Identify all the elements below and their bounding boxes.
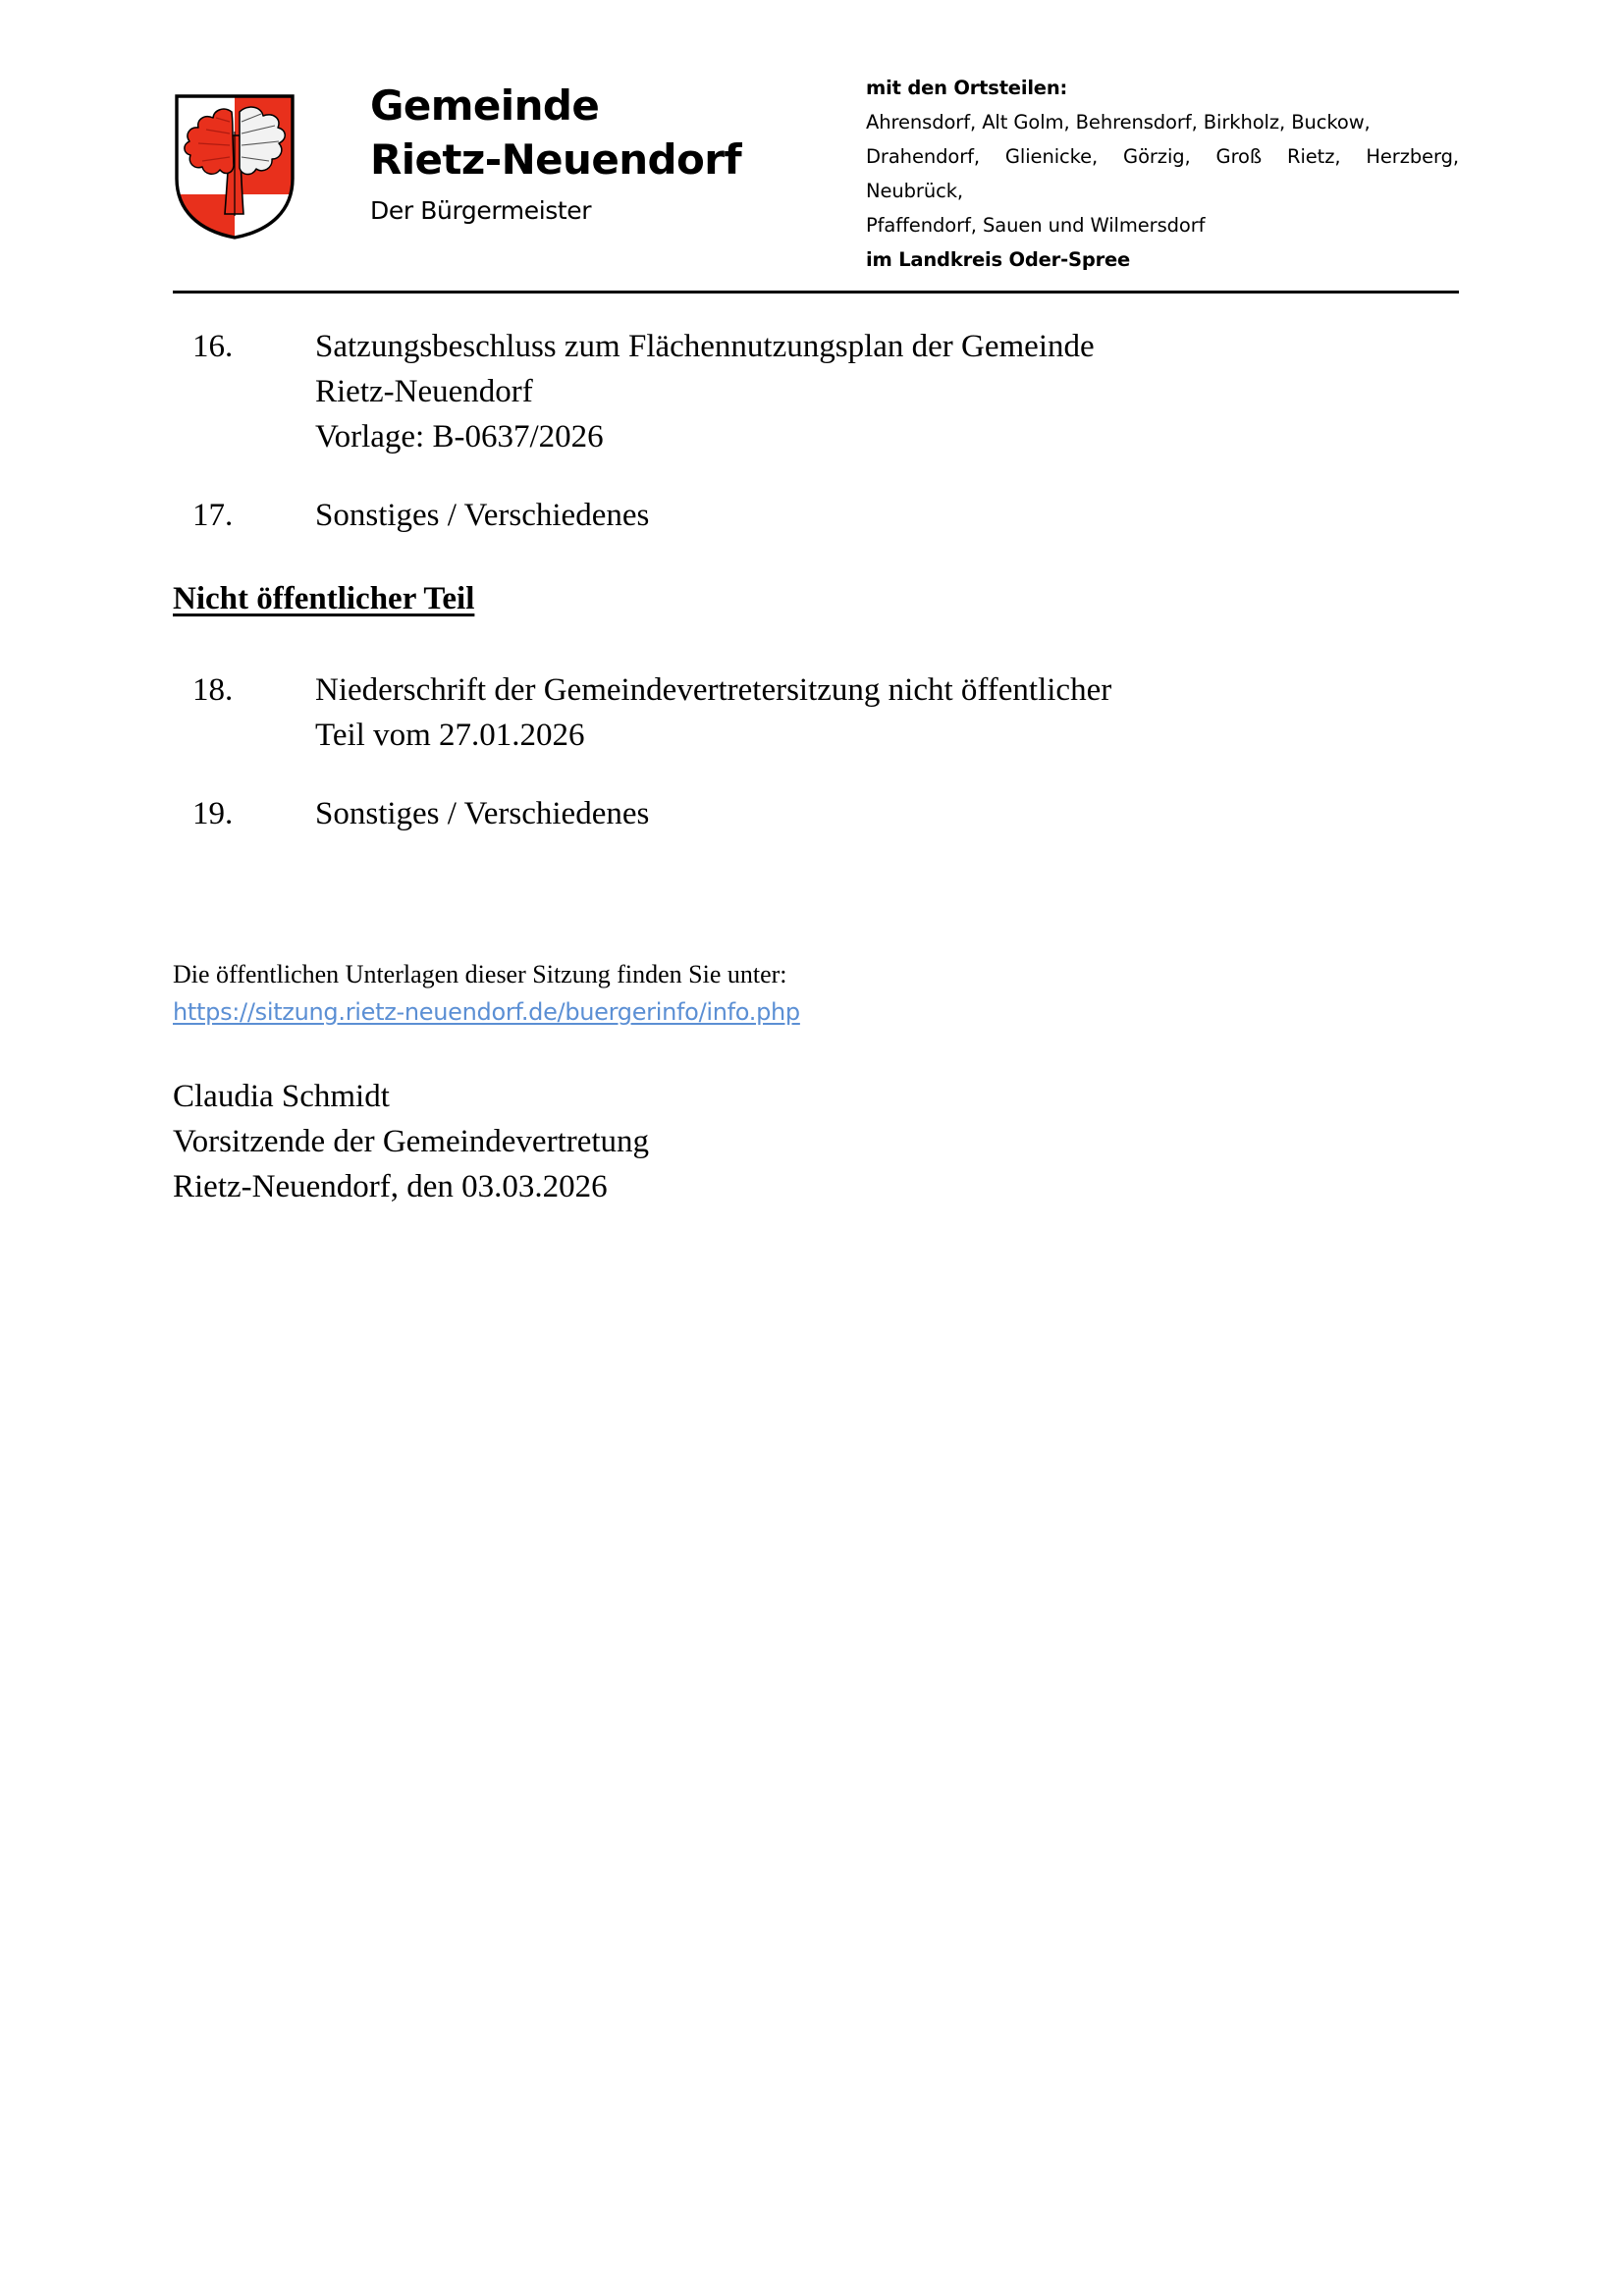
districts-line-1: Ahrensdorf, Alt Golm, Behrensdorf, Birkholz, Buckow, — [866, 111, 1371, 133]
agenda-item-number: 16. — [192, 329, 234, 364]
agenda-item-title-line2: Teil vom 27.01.2026 — [315, 718, 585, 753]
signer-role: Vorsitzende der Gemeindevertretung — [173, 1124, 650, 1159]
agenda-item-title-line1: Sonstiges / Verschiedenes — [315, 498, 650, 533]
districts-heading: mit den Ortsteilen: — [866, 77, 1068, 99]
letterhead — [173, 71, 1459, 289]
agenda-item-number: 19. — [192, 796, 234, 831]
districts-county: im Landkreis Oder-Spree — [866, 248, 1131, 271]
buergerinfo-link[interactable]: https://sitzung.rietz-neuendorf.de/buergerinfo/info.php — [173, 998, 800, 1026]
agenda-item-number: 18. — [192, 672, 234, 708]
coat-of-arms-icon — [173, 92, 296, 241]
signer-name: Claudia Schmidt — [173, 1079, 390, 1114]
agenda-item — [173, 493, 1459, 538]
agenda-item-title-line1: Niederschrift der Gemeindevertretersitzung nicht öffentlicher — [315, 672, 1112, 708]
agenda-item-text — [315, 667, 1243, 758]
header-divider — [173, 291, 1459, 294]
organisation-role: Der Bürgermeister — [370, 196, 592, 225]
agenda-item-text — [315, 493, 1243, 538]
agenda-item-title-line1: Sonstiges / Verschiedenes — [315, 796, 650, 831]
document-body — [173, 324, 1459, 1209]
agenda-item-title-line1: Satzungsbeschluss zum Flächennutzungsplan der Gemeinde — [315, 329, 1095, 364]
districts-line-3: Pfaffendorf, Sauen und Wilmersdorf — [866, 214, 1206, 237]
documents-note — [173, 956, 1459, 1031]
documents-note-text: Die öffentlichen Unterlagen dieser Sitzung finden Sie unter: — [173, 960, 787, 988]
districts-line-2: Drahendorf, Glienicke, Görzig, Groß Rietz, Herzberg, Neubrück, — [866, 145, 1459, 202]
signature-place-date: Rietz-Neuendorf, den 03.03.2026 — [173, 1169, 608, 1204]
agenda-item-title-line2: Rietz-Neuendorf — [315, 374, 533, 409]
agenda-item-number: 17. — [192, 498, 234, 533]
districts-block — [866, 71, 1459, 277]
organisation-name-line2: Rietz-Neuendorf — [370, 135, 742, 184]
organisation-name-line1: Gemeinde — [370, 81, 600, 130]
agenda-item-text — [315, 324, 1243, 459]
agenda-item — [173, 324, 1459, 459]
agenda-item — [173, 667, 1459, 758]
content-spacer — [173, 870, 1459, 929]
agenda-item-reference: Vorlage: B-0637/2026 — [315, 419, 604, 454]
signature-block — [173, 1074, 1459, 1209]
organisation-block — [370, 79, 792, 226]
agenda-item — [173, 791, 1459, 836]
section-heading-nonpublic: Nicht öffentlicher Teil — [173, 581, 475, 616]
agenda-item-text — [315, 791, 1243, 836]
